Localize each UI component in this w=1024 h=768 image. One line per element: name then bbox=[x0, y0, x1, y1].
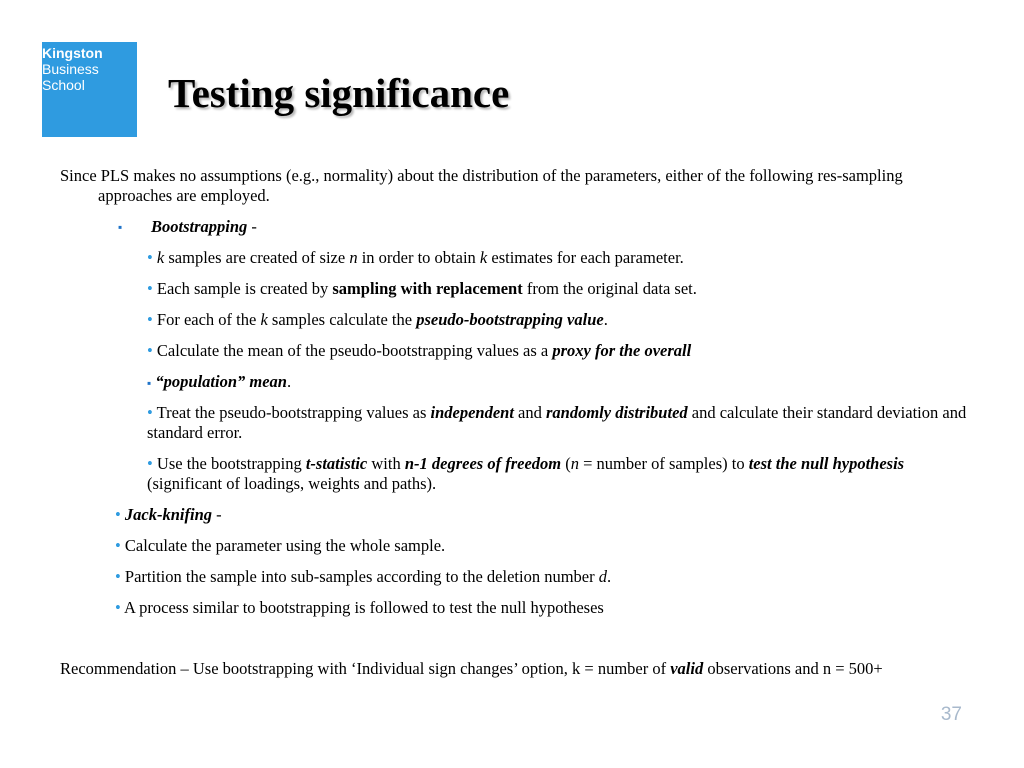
bootstrap-bullet-1: • k samples are created of size n in order to obtain k estimates for each parameter. bbox=[147, 248, 684, 267]
bullet-dot-icon: • bbox=[147, 248, 153, 267]
bullet-dot-icon: • bbox=[115, 536, 121, 555]
intro-paragraph: Since PLS makes no assumptions (e.g., normality) about the distribution of the parameters, either of the following res-sampling approaches are employed. bbox=[60, 166, 903, 205]
bullet-dot-icon: • bbox=[147, 341, 153, 360]
bullet-square-icon: ▪ bbox=[147, 376, 152, 390]
bullet-dot-icon: • bbox=[147, 403, 153, 422]
bootstrapping-heading: Bootstrapping - bbox=[151, 217, 257, 236]
jackknife-bullet-2: • Partition the sample into sub-samples according to the deletion number d. bbox=[115, 567, 612, 586]
bullet-square-icon: ▪ bbox=[118, 220, 123, 234]
bullet-dot-icon: • bbox=[147, 310, 153, 329]
jackknifing-heading: • Jack-knifing - bbox=[115, 505, 222, 524]
bootstrap-bullet-4: • Calculate the mean of the pseudo-bootstrapping values as a proxy for the overall bbox=[147, 341, 692, 360]
jackknife-bullet-1: • Calculate the parameter using the whole sample. bbox=[115, 536, 446, 555]
bullet-dot-icon: • bbox=[115, 505, 121, 524]
bullet-dot-icon: • bbox=[115, 598, 121, 617]
slide-body bbox=[60, 166, 960, 206]
logo-line-1: Kingston bbox=[42, 45, 103, 61]
slide-title: Testing significance bbox=[168, 70, 510, 116]
bootstrap-bullet-3: • For each of the k samples calculate the pseudo-bootstrapping value. bbox=[147, 310, 608, 329]
logo-line-2: Business bbox=[42, 61, 99, 77]
page-number: 37 bbox=[940, 704, 962, 725]
logo-line-3: School bbox=[42, 77, 85, 93]
bullet-dot-icon: • bbox=[147, 279, 153, 298]
jackknife-bullet-3: • A process similar to bootstrapping is followed to test the null hypotheses bbox=[115, 598, 604, 617]
bootstrap-bullet-6: • Treat the pseudo-bootstrapping values as independent and randomly distributed and calculate their standard deviation and standard error. bbox=[147, 403, 967, 442]
bootstrap-bullet-5: ▪ “population” mean. bbox=[147, 372, 292, 391]
bullet-dot-icon: • bbox=[115, 567, 121, 586]
recommendation-paragraph: Recommendation – Use bootstrapping with ‘Individual sign changes’ option, k = number of valid observations and n = 500+ bbox=[60, 659, 883, 678]
bootstrap-bullet-7: • Use the bootstrapping t-statistic with n-1 degrees of freedom (n = number of samples) to test the null hypothesis (significant of loadings, weights and paths). bbox=[147, 454, 905, 493]
bootstrap-bullet-2: • Each sample is created by sampling with replacement from the original data set. bbox=[147, 279, 697, 298]
kingston-logo bbox=[42, 42, 137, 137]
bullet-dot-icon: • bbox=[147, 454, 153, 473]
